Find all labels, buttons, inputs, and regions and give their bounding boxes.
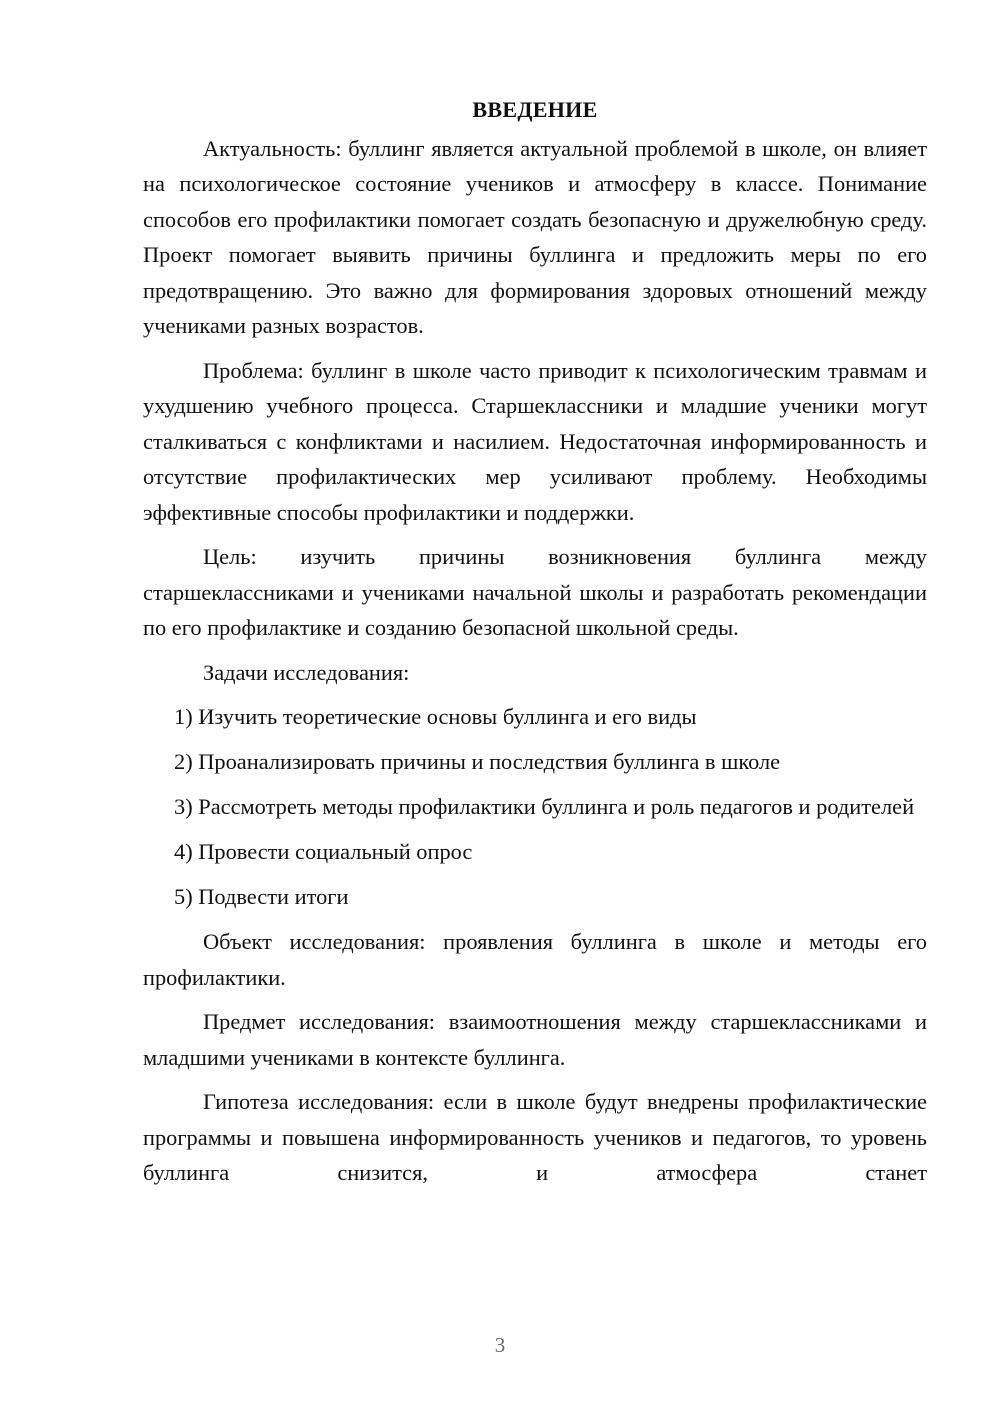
tasks-list bbox=[143, 699, 927, 915]
list-item: 2) Проанализировать причины и последствия буллинга в школе bbox=[174, 749, 781, 774]
section-title: ВВЕДЕНИЕ bbox=[472, 97, 598, 122]
page-content bbox=[143, 92, 927, 1200]
list-item: 3) Рассмотреть методы профилактики буллинга и роль педагогов и родителей bbox=[174, 794, 915, 819]
paragraph-problem: Проблема: буллинг в школе часто приводит к психологическим травмам и ухудшению учебного процесса. Старшеклассники и младшие ученики могут сталкиваться с конфликтами и насилием. Недостаточная информированность и отсутствие профилактических мер усиливают проблему. Необходимы эффективные способы профилактики и поддержки. bbox=[143, 357, 927, 525]
paragraph-hypothesis: Гипотеза исследования: если в школе будут внедрены профилактические программы и повышена информированность учеников и педагогов, то уровень буллинга снизится, и атмосфера станет bbox=[143, 1089, 927, 1185]
list-item: 4) Провести социальный опрос bbox=[174, 839, 473, 864]
paragraph-goal: Цель: изучить причины возникновения буллинга между старшеклассниками и учениками начальной школы и разработать рекомендации по его профилактике и созданию безопасной школьной среды. bbox=[143, 544, 927, 640]
page-number: 3 bbox=[494, 1333, 506, 1357]
paragraph-relevance: Актуальность: буллинг является актуальной проблемой в школе, он влияет на психологическое состояние учеников и атмосферу в классе. Понимание способов его профилактики помогает создать безопасную и дружелюбную среду. Проект помогает выявить причины буллинга и предложить меры по его предотвращению. Это важно для формирования здоровых отношений между учениками разных возрастов. bbox=[143, 135, 927, 338]
list-item: 5) Подвести итоги bbox=[174, 884, 349, 909]
paragraph-subject: Предмет исследования: взаимоотношения между старшеклассниками и младшими учениками в контексте буллинга. bbox=[143, 1009, 927, 1070]
tasks-heading: Задачи исследования: bbox=[203, 659, 410, 685]
list-item: 1) Изучить теоретические основы буллинга и его виды bbox=[174, 704, 697, 729]
paragraph-object: Объект исследования: проявления буллинга в школе и методы его профилактики. bbox=[143, 929, 927, 990]
